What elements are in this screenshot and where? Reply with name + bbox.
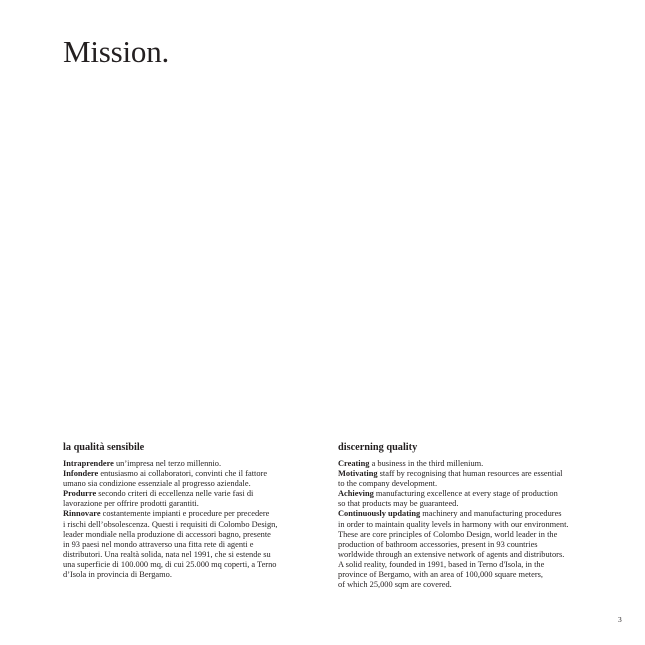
text-line: A solid reality, founded in 1991, based in Terno d'Isola, in the bbox=[338, 559, 545, 569]
text-line: worldwide through an extensive network of agents and distributors. bbox=[338, 549, 565, 559]
text-line: una superficie di 100.000 mq, di cui 25.000 mq coperti, a Terno bbox=[63, 559, 277, 569]
text-line: Infondere entusiasmo ai collaboratori, convinti che il fattore bbox=[63, 469, 268, 479]
text-line: Creating a business in the third millenium. bbox=[338, 459, 484, 468]
text-line: to the company development. bbox=[338, 479, 438, 489]
text-line: Intraprendere un’impresa nel terzo millennio. bbox=[63, 459, 222, 468]
text-line: province of Bergamo, with an area of 100,000 square meters, bbox=[338, 570, 543, 580]
english-heading: discerning quality bbox=[338, 442, 418, 453]
text-line: lavorazione per offrire prodotti garantiti. bbox=[63, 499, 199, 509]
text-line: Produrre secondo criteri di eccellenza nelle varie fasi di bbox=[63, 489, 254, 499]
text-line: so that products may be guaranteed. bbox=[338, 499, 459, 509]
text-line: These are core principles of Colombo Design, world leader in the bbox=[338, 529, 558, 539]
text-line: Motivating staff by recognising that human resources are essential bbox=[338, 469, 563, 479]
english-body bbox=[338, 459, 600, 590]
text-line: d’Isola in provincia di Bergamo. bbox=[63, 570, 172, 580]
text-line: umano sia condizione essenziale al progresso aziendale. bbox=[63, 479, 251, 489]
page-title: Mission. bbox=[63, 34, 170, 69]
text-line: of which 25,000 sqm are covered. bbox=[338, 580, 452, 590]
text-line: Achieving manufacturing excellence at every stage of production bbox=[338, 489, 558, 499]
page-number: 3 bbox=[618, 615, 622, 624]
text-line: distributori. Una realtà solida, nata nel 1991, che si estende su bbox=[63, 549, 271, 559]
text-line: production of bathroom accessories, present in 93 countries bbox=[338, 539, 538, 549]
text-line: Rinnovare costantemente impianti e procedure per precedere bbox=[63, 509, 270, 519]
text-line: in order to maintain quality levels in harmony with our environment. bbox=[338, 519, 569, 529]
text-line: in 93 paesi nel mondo attraverso una fitta rete di agenti e bbox=[63, 539, 254, 549]
italian-heading: la qualità sensibile bbox=[63, 442, 145, 453]
italian-column bbox=[63, 442, 325, 580]
text-line: leader mondiale nella produzione di accessori bagno, presente bbox=[63, 529, 271, 539]
text-line: i rischi dell’obsolescenza. Questi i requisiti di Colombo Design, bbox=[63, 519, 278, 529]
italian-body bbox=[63, 459, 325, 580]
english-column bbox=[338, 442, 600, 590]
text-line: Continuously updating machinery and manufacturing procedures bbox=[338, 509, 562, 519]
